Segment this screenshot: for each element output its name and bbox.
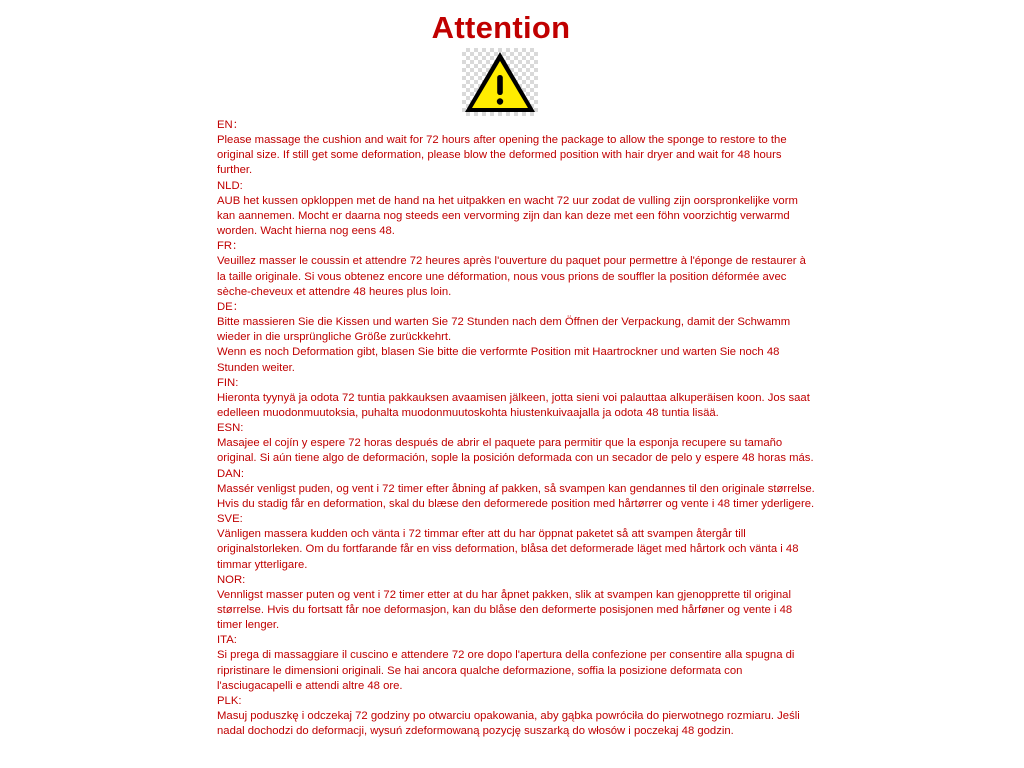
language-code: NOR: xyxy=(217,573,246,586)
language-section xyxy=(217,694,817,739)
warning-sign xyxy=(462,48,538,116)
instructions-body xyxy=(217,118,817,739)
instruction-paragraph: Si prega di massaggiare il cuscino e attendere 72 ore dopo l'apertura della confezione per consentire alla spugna di ripristinare le dimensioni originali. Se hai ancora qualche deformazione, soffia la posizione deformata con l'asciugacapelli e attendi altre 48 ore. xyxy=(217,649,795,692)
page-title: Attention xyxy=(431,10,571,45)
language-code: DE： xyxy=(217,300,244,313)
instruction-paragraph: Vennligst masser puten og vent i 72 timer etter at du har åpnet pakken, slik at svampen kan gjenopprette til original størrelse. Hvis du fortsatt får noe deformasjon, kan du blåse den deformerte posisjonen med hårføner og vente i 48 timer lenger. xyxy=(217,588,793,632)
language-section xyxy=(217,118,817,179)
language-section xyxy=(217,467,817,512)
language-code: FIN: xyxy=(217,376,239,389)
language-section xyxy=(217,633,817,694)
instruction-paragraph: Bitte massieren Sie die Kissen und warten Sie 72 Stunden nach dem Öffnen der Verpackung, damit der Schwamm wieder in die ursprüngliche Größe zurückkehrt. xyxy=(217,316,791,344)
warning-triangle-icon xyxy=(462,48,538,116)
language-section xyxy=(217,300,817,376)
instruction-paragraph: AUB het kussen opkloppen met de hand na het uitpakken en wacht 72 uur zodat de vulling zijn oorspronkelijke vorm kan aannemen. Mocht er daarna nog steeds een vervorming zijn dan kan deze met een föhn voorzichtig verwarmd worden. Wacht hierna nog eens 48. xyxy=(217,194,798,238)
language-section xyxy=(217,376,817,421)
instruction-paragraph: Masajee el cojín y espere 72 horas después de abrir el paquete para permitir que la esponja recupere su tamaño original. Si aún tiene algo de deformación, sople la posición deformada con un secador de pelo y espere 48 horas más. xyxy=(217,437,814,465)
language-code: FR： xyxy=(217,240,244,253)
instruction-paragraph: Hieronta tyynyä ja odota 72 tuntia pakkauksen avaamisen jälkeen, jotta sieni voi palauttaa alkuperäisen koon. Jos saat edelleen muodonmuutoksia, puhalta muodonmuutoskohta hiustenkuivaajalla ja odota 48 tuntia lisää. xyxy=(217,391,810,419)
language-section xyxy=(217,573,817,634)
instruction-paragraph: Massér venligst puden, og vent i 72 timer efter åbning af pakken, så svampen kan gendannes til den originale størrelse. Hvis du stadig får en deformation, skal du blæse den deformerede position med hårtørrer og vente i 48 timer yderligere. xyxy=(217,482,815,510)
instruction-paragraph: Masuj poduszkę i odczekaj 72 godziny po otwarciu opakowania, aby gąbka powróciła do pierwotnego rozmiaru. Jeśli nadal dochodzi do deformacji, wysuń zdeformowaną pozycję suszarką do włosów i poczekaj 48 godzin. xyxy=(217,710,800,738)
instruction-paragraph: Veuillez masser le coussin et attendre 72 heures après l'ouverture du paquet pour permettre à l'éponge de restaurer à la taille originale. Si vous obtenez encore une déformation, nous vous prions de souffler la position déformée avec sèche-cheveux et attendre 48 heures plus loin. xyxy=(217,255,806,298)
language-code: DAN: xyxy=(217,467,244,480)
language-section xyxy=(217,512,817,573)
language-section xyxy=(217,179,817,240)
language-code: EN： xyxy=(217,119,244,131)
language-code: PLK: xyxy=(217,694,242,707)
language-code: SVE: xyxy=(217,513,243,526)
language-section xyxy=(217,421,817,466)
instruction-paragraph: Wenn es noch Deformation gibt, blasen Sie bitte die verformte Position mit Haartrockner und warten Sie noch 48 Stunden weiter. xyxy=(217,346,780,374)
language-section xyxy=(217,239,817,300)
language-code: NLD: xyxy=(217,179,243,192)
language-code: ESN: xyxy=(217,422,244,435)
language-code: ITA: xyxy=(217,634,237,647)
instruction-paragraph: Vänligen massera kudden och vänta i 72 timmar efter att du har öppnat paketet så att svampen återgår till originalstorleken. Om du fortfarande får en viss deformation, blåsa det deformerade läget med hårtork och vänta i 48 timmar ytterligare. xyxy=(217,528,799,571)
instruction-paragraph: Please massage the cushion and wait for 72 hours after opening the package to allow the sponge to restore to the original size. If still get some deformation, please blow the deformed position with hair dryer and wait for 48 hours further. xyxy=(217,134,787,177)
